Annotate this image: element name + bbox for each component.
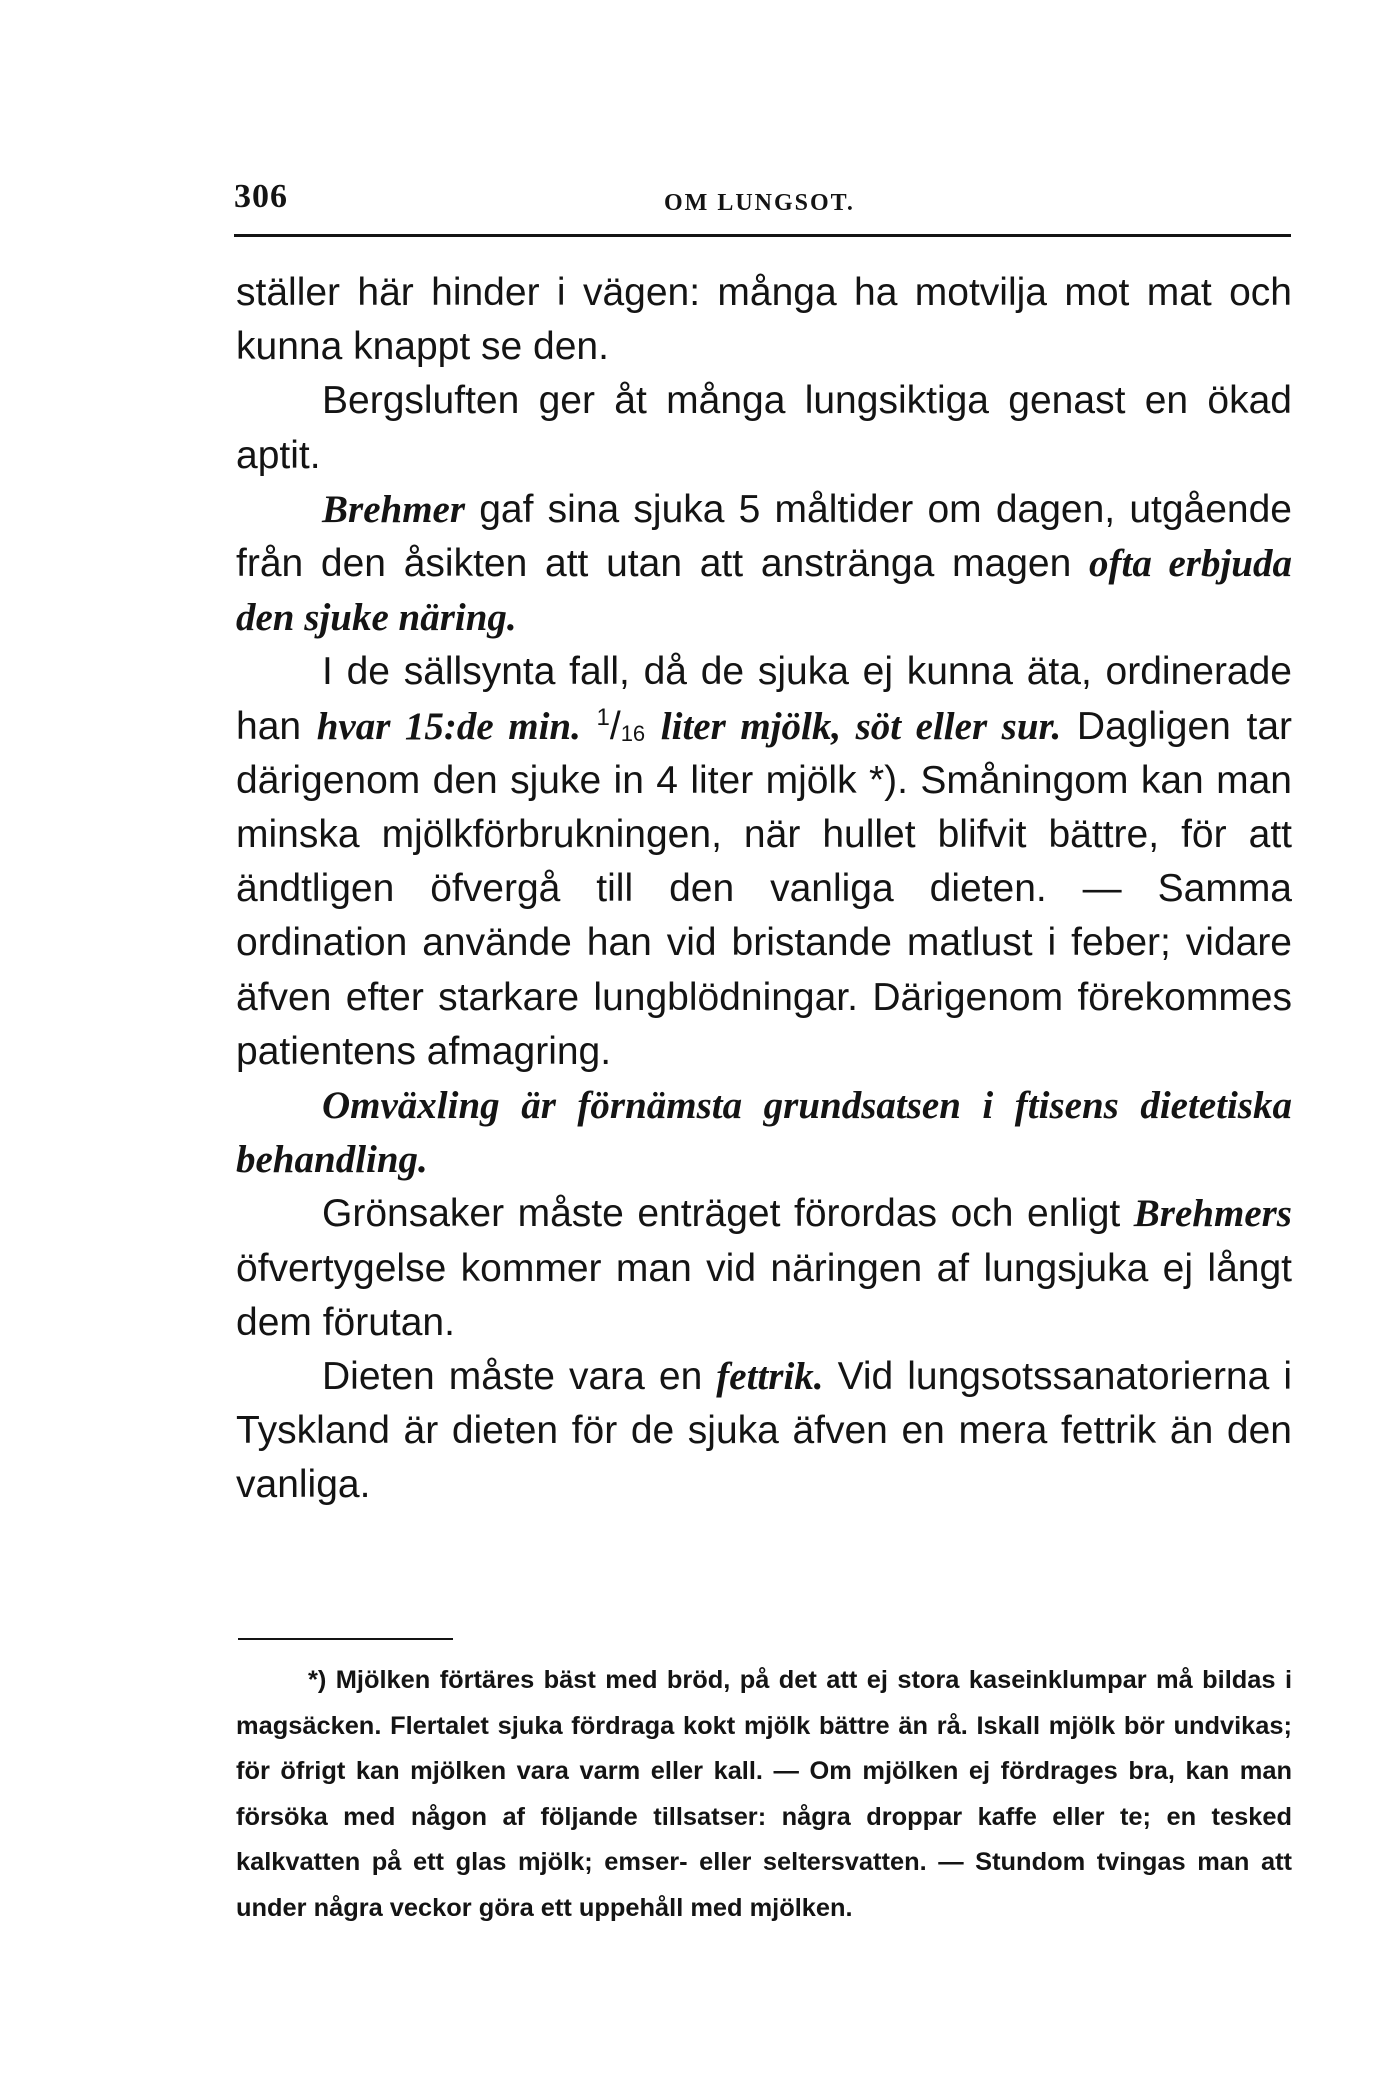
fraction-numerator: 1: [596, 703, 610, 731]
body-text: [236, 266, 1292, 1513]
fraction: $^1/_{16}$: [596, 703, 646, 748]
paragraph-6-text-start: Grönsaker måste enträget förordas och enligt: [322, 1192, 1121, 1236]
paragraph-1-text: ställer här hinder i vägen: många ha motvilja mot mat och kunna knappt se den.: [236, 271, 1292, 369]
emphasis-name-brehmers: Brehmers: [1133, 1192, 1292, 1236]
emphasis-phrase: ofta erbjuda den sjuke näring.: [236, 542, 1292, 640]
paragraph-7-text-start: Dieten måste vara en: [322, 1355, 703, 1399]
emphasis-name-brehmer: Brehmer: [322, 487, 466, 531]
paragraph-6-text-end: öfvertygelse kommer man vid näringen af lungsjuka ej långt dem förutan.: [236, 1246, 1292, 1344]
paragraph-2: [236, 374, 1292, 482]
page-header: [234, 178, 1291, 226]
paragraph-7: [236, 1350, 1292, 1513]
page-number: 306: [234, 178, 288, 215]
paragraph-4: [236, 645, 1292, 1079]
running-title: OM LUNGSOT.: [664, 190, 855, 216]
paragraph-1: [236, 266, 1292, 374]
footnote-marker: *): [308, 1666, 327, 1694]
paragraph-6: [236, 1187, 1292, 1350]
emphasis-milk: liter mjölk, söt eller sur.: [660, 704, 1062, 748]
paragraph-4-text-end: Dagligen tar därigenom den sjuke in 4 liter mjölk *). Småningom kan man minska mjölkförbrukningen, när hullet blifvit bättre, för att ändtligen öfvergå till den vanliga dieten. — Samma ordination använde han vid bristande matlust i feber; vidare äfven efter starkare lungblödningar. Därigenom förekommes patientens afmagring.: [236, 704, 1292, 1073]
emphasis-interval: hvar 15:de min.: [316, 704, 581, 748]
header-rule: [234, 234, 1291, 237]
paragraph-5: [236, 1079, 1292, 1187]
paragraph-2-text: Bergsluften ger åt många lungsiktiga genast en ökad aptit.: [236, 379, 1292, 477]
footnote-text: Mjölken förtäres bäst med bröd, på det att ej stora kaseinklumpar må bildas i magsäcken. Flertalet sjuka fördraga kokt mjölk bättre än rå. Iskall mjölk bör undvikas; för öfrigt kan mjölken vara varm eller kall. — Om mjölken ej fördrages bra, kan man försöka med någon af följande tillsatser: några droppar kaffe eller te; en tesked kalkvatten på ett glas mjölk; emser- eller seltersvatten. — Stundom tvingas man att under några veckor göra ett uppehåll med mjölken.: [236, 1666, 1292, 1922]
paragraph-3-text: gaf sina sjuka 5 måltider om dagen, utgående från den åsikten att utan att anstränga magen: [236, 487, 1292, 586]
paragraph-3: [236, 483, 1292, 646]
emphasis-fettrik: fettrik.: [716, 1355, 824, 1399]
paragraph-4-text-start: I de sällsynta fall, då de sjuka ej kunna äta, ordinerade han: [236, 650, 1292, 748]
paragraph-7-text-end: Vid lungsotssanatorierna i Tyskland är dieten för de sjuka äfven en mera fettrik än den vanliga.: [236, 1355, 1292, 1507]
emphasis-principle: Omväxling är förnämsta grundsatsen i ftisens dietetiska behandling.: [236, 1084, 1292, 1182]
fraction-denominator: 16: [620, 720, 646, 746]
footnote: [236, 1658, 1292, 1931]
footnote-rule: [238, 1638, 453, 1640]
